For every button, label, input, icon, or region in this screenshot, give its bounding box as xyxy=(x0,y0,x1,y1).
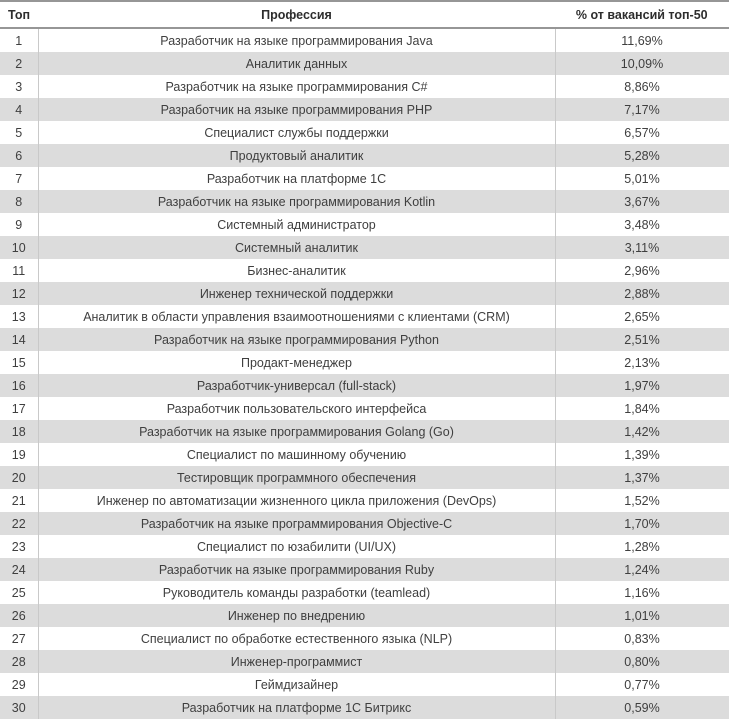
table-row xyxy=(0,213,729,236)
cell-top-rank: 28 xyxy=(11,654,26,669)
cell-profession: Специалист по машинному обучению xyxy=(38,443,555,466)
cell-profession: Специалист по обработке естественного языка (NLP) xyxy=(38,627,555,650)
cell-percent: 1,16% xyxy=(555,581,729,604)
cell-profession: Тестировщик программного обеспечения xyxy=(38,466,555,489)
cell-top-rank: 12 xyxy=(11,286,26,301)
cell-percent: 3,67% xyxy=(555,190,729,213)
cell-percent: 2,51% xyxy=(555,328,729,351)
table-row xyxy=(0,397,729,420)
table-body xyxy=(0,28,729,719)
cell-profession: Специалист по юзабилити (UI/UX) xyxy=(38,535,555,558)
cell-profession: Руководитель команды разработки (teamlead) xyxy=(38,581,555,604)
table-row xyxy=(0,28,729,52)
table-row xyxy=(0,420,729,443)
cell-percent: 1,70% xyxy=(555,512,729,535)
cell-top-rank: 23 xyxy=(11,539,26,554)
table-row xyxy=(0,236,729,259)
cell-top-rank: 10 xyxy=(11,240,26,255)
cell-profession: Специалист службы поддержки xyxy=(38,121,555,144)
cell-percent: 0,59% xyxy=(555,696,729,719)
cell-percent: 8,86% xyxy=(555,75,729,98)
cell-percent: 2,13% xyxy=(555,351,729,374)
cell-top-rank: 26 xyxy=(11,608,26,623)
table-row xyxy=(0,52,729,75)
cell-profession: Инженер технической поддержки xyxy=(38,282,555,305)
cell-top-rank: 1 xyxy=(15,33,23,48)
table-row xyxy=(0,558,729,581)
cell-percent: 0,77% xyxy=(555,673,729,696)
cell-profession: Разработчик пользовательского интерфейса xyxy=(38,397,555,420)
cell-profession: Разработчик на платформе 1С xyxy=(38,167,555,190)
cell-top-rank: 18 xyxy=(11,424,26,439)
table-row xyxy=(0,581,729,604)
cell-top-rank: 6 xyxy=(15,148,23,163)
table-row xyxy=(0,121,729,144)
cell-percent: 1,39% xyxy=(555,443,729,466)
cell-top-rank: 21 xyxy=(11,493,26,508)
cell-profession: Разработчик-универсал (full-stack) xyxy=(38,374,555,397)
cell-profession: Системный администратор xyxy=(38,213,555,236)
cell-profession: Аналитик в области управления взаимоотношениями с клиентами (CRM) xyxy=(38,305,555,328)
cell-top-rank: 7 xyxy=(15,171,23,186)
cell-top-rank: 8 xyxy=(15,194,23,209)
cell-percent: 6,57% xyxy=(555,121,729,144)
cell-top-rank: 11 xyxy=(12,263,26,278)
cell-top-rank: 27 xyxy=(11,631,26,646)
cell-percent: 11,69% xyxy=(555,28,729,52)
cell-percent: 1,84% xyxy=(555,397,729,420)
cell-profession: Разработчик на языке программирования Kotlin xyxy=(38,190,555,213)
cell-top-rank: 4 xyxy=(15,102,23,117)
cell-percent: 10,09% xyxy=(555,52,729,75)
cell-top-rank: 25 xyxy=(11,585,26,600)
cell-percent: 0,83% xyxy=(555,627,729,650)
table-row xyxy=(0,443,729,466)
column-header-top: Топ xyxy=(0,1,38,28)
cell-top-rank: 13 xyxy=(11,309,26,324)
cell-top-rank: 29 xyxy=(11,677,26,692)
cell-profession: Инженер-программист xyxy=(38,650,555,673)
table-row xyxy=(0,282,729,305)
cell-percent: 3,11% xyxy=(555,236,729,259)
column-header-profession: Профессия xyxy=(38,1,555,28)
cell-profession: Разработчик на языке программирования C# xyxy=(38,75,555,98)
cell-profession: Разработчик на языке программирования PHP xyxy=(38,98,555,121)
table-row xyxy=(0,75,729,98)
cell-percent: 1,97% xyxy=(555,374,729,397)
cell-percent: 2,65% xyxy=(555,305,729,328)
cell-profession: Инженер по автоматизации жизненного цикла приложения (DevOps) xyxy=(38,489,555,512)
cell-percent: 7,17% xyxy=(555,98,729,121)
cell-percent: 0,80% xyxy=(555,650,729,673)
cell-percent: 5,28% xyxy=(555,144,729,167)
cell-top-rank: 14 xyxy=(11,332,26,347)
cell-profession: Разработчик на языке программирования Objective-C xyxy=(38,512,555,535)
cell-profession: Геймдизайнер xyxy=(38,673,555,696)
cell-profession: Разработчик на языке программирования Ruby xyxy=(38,558,555,581)
cell-top-rank: 19 xyxy=(11,447,26,462)
table-row xyxy=(0,466,729,489)
table-row xyxy=(0,98,729,121)
cell-top-rank: 2 xyxy=(15,56,23,71)
cell-percent: 3,48% xyxy=(555,213,729,236)
table-row xyxy=(0,190,729,213)
cell-profession: Продакт-менеджер xyxy=(38,351,555,374)
cell-profession: Аналитик данных xyxy=(38,52,555,75)
table-row xyxy=(0,167,729,190)
cell-percent: 1,37% xyxy=(555,466,729,489)
cell-profession: Бизнес-аналитик xyxy=(38,259,555,282)
table-row xyxy=(0,259,729,282)
cell-top-rank: 17 xyxy=(11,401,26,416)
cell-percent: 1,28% xyxy=(555,535,729,558)
cell-profession: Разработчик на языке программирования Java xyxy=(38,28,555,52)
table-row xyxy=(0,650,729,673)
cell-percent: 1,24% xyxy=(555,558,729,581)
cell-top-rank: 3 xyxy=(15,79,23,94)
cell-top-rank: 16 xyxy=(11,378,26,393)
table-row xyxy=(0,328,729,351)
cell-profession: Инженер по внедрению xyxy=(38,604,555,627)
table-row xyxy=(0,374,729,397)
cell-percent: 2,88% xyxy=(555,282,729,305)
cell-profession: Продуктовый аналитик xyxy=(38,144,555,167)
header-row xyxy=(0,1,729,28)
table-row xyxy=(0,512,729,535)
table-row xyxy=(0,627,729,650)
table-row xyxy=(0,305,729,328)
cell-percent: 1,52% xyxy=(555,489,729,512)
cell-percent: 1,42% xyxy=(555,420,729,443)
cell-profession: Разработчик на платформе 1С Битрикс xyxy=(38,696,555,719)
table-row xyxy=(0,673,729,696)
cell-percent: 1,01% xyxy=(555,604,729,627)
cell-profession: Разработчик на языке программирования Golang (Go) xyxy=(38,420,555,443)
table-row xyxy=(0,535,729,558)
table-row xyxy=(0,144,729,167)
cell-top-rank: 15 xyxy=(11,355,26,370)
table-row xyxy=(0,696,729,719)
cell-top-rank: 24 xyxy=(11,562,26,577)
table-row xyxy=(0,489,729,512)
cell-profession: Разработчик на языке программирования Python xyxy=(38,328,555,351)
cell-percent: 5,01% xyxy=(555,167,729,190)
cell-top-rank: 30 xyxy=(11,700,26,715)
table-row xyxy=(0,351,729,374)
table-row xyxy=(0,604,729,627)
cell-percent: 2,96% xyxy=(555,259,729,282)
cell-top-rank: 22 xyxy=(11,516,26,531)
cell-top-rank: 20 xyxy=(11,470,26,485)
cell-profession: Системный аналитик xyxy=(38,236,555,259)
cell-top-rank: 5 xyxy=(15,125,23,140)
cell-top-rank: 9 xyxy=(15,217,23,232)
column-header-percent: % от вакансий топ-50 xyxy=(555,1,729,28)
